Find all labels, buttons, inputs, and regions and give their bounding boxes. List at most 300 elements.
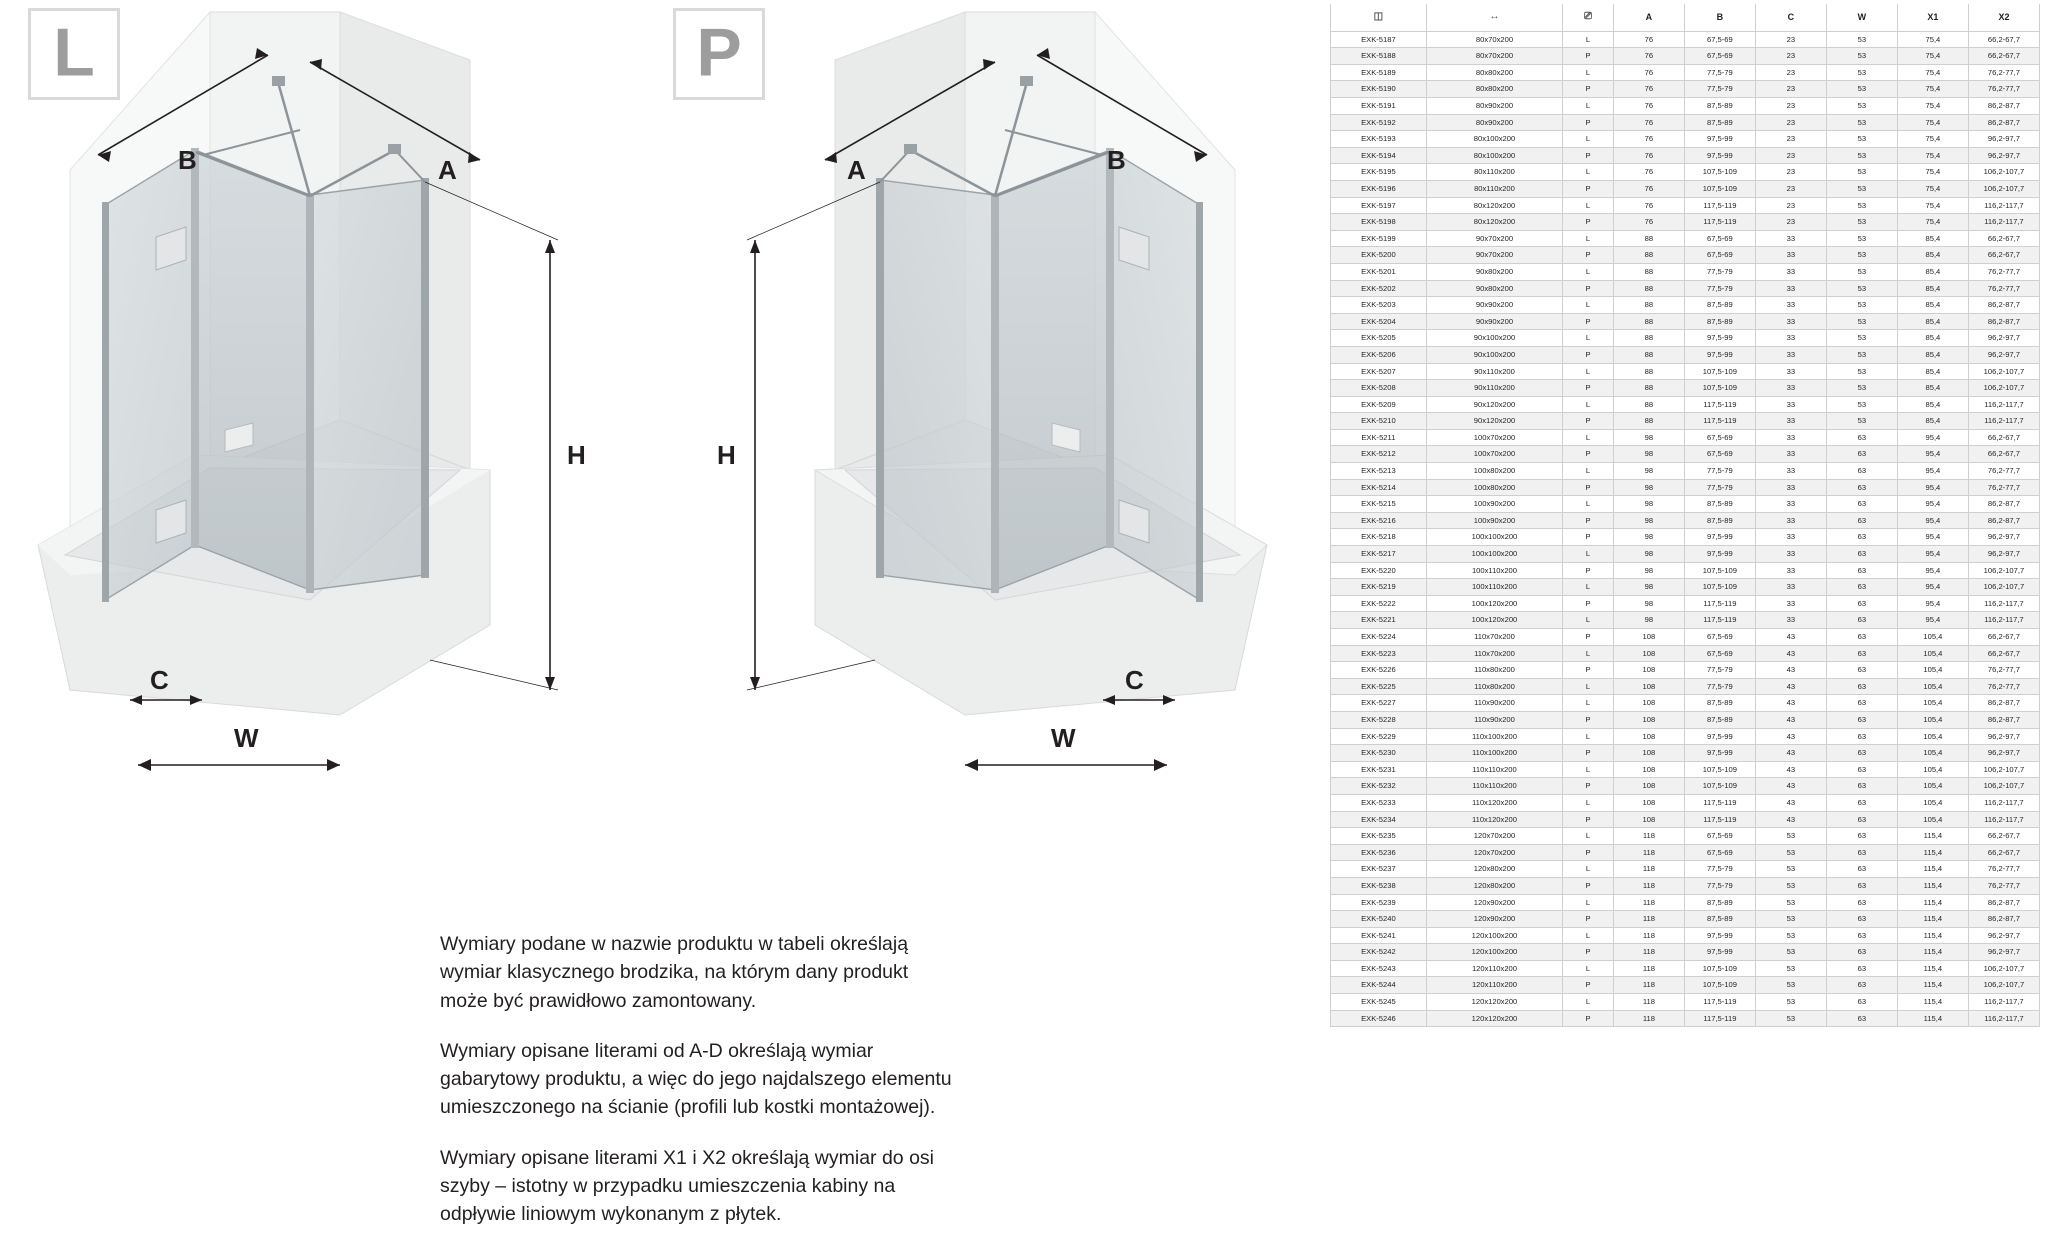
header-x1: X1 [1897,4,1968,31]
cell-hand: P [1563,180,1614,197]
cell-hand: L [1563,297,1614,314]
table-row[interactable] [1331,280,2040,297]
cell-x1: 85,4 [1897,380,1968,397]
cell-a: 118 [1613,861,1684,878]
cell-hand: L [1563,330,1614,347]
cell-w: 63 [1826,1010,1897,1027]
spec-table-body [1331,31,2040,1027]
table-row[interactable] [1331,579,2040,596]
table-row[interactable] [1331,147,2040,164]
table-row[interactable] [1331,728,2040,745]
cell-hand: L [1563,645,1614,662]
variant-badge-l-label: L [53,14,95,91]
table-row[interactable] [1331,131,2040,148]
cell-x2: 76,2-77,7 [1968,861,2039,878]
cell-a: 108 [1613,811,1684,828]
cell-code: EXK-5243 [1331,960,1427,977]
cell-c: 33 [1755,263,1826,280]
cell-x1: 105,4 [1897,794,1968,811]
cell-a: 118 [1613,828,1684,845]
cell-c: 53 [1755,894,1826,911]
header-b: B [1684,4,1755,31]
cell-size: 110x110x200 [1426,761,1562,778]
cell-size: 120x100x200 [1426,944,1562,961]
cell-code: EXK-5190 [1331,81,1427,98]
cell-hand: P [1563,778,1614,795]
cell-a: 98 [1613,463,1684,480]
cell-x1: 85,4 [1897,280,1968,297]
table-row[interactable] [1331,977,2040,994]
table-row[interactable] [1331,894,2040,911]
cell-c: 33 [1755,479,1826,496]
cell-a: 88 [1613,280,1684,297]
table-row[interactable] [1331,695,2040,712]
cell-hand: P [1563,247,1614,264]
cell-code: EXK-5199 [1331,230,1427,247]
cell-b: 107,5-109 [1684,562,1755,579]
cell-c: 53 [1755,960,1826,977]
cell-code: EXK-5231 [1331,761,1427,778]
cell-b: 117,5-119 [1684,396,1755,413]
cell-b: 117,5-119 [1684,1010,1755,1027]
table-row[interactable] [1331,48,2040,65]
cell-a: 118 [1613,894,1684,911]
note-3: Wymiary opisane literami X1 i X2 określają wymiar do osi szyby – istotny w przypadku umieszczenia kabiny na odpływie liniowym wykonanym z płytek. [440,1146,934,1226]
cell-c: 43 [1755,695,1826,712]
cell-c: 33 [1755,546,1826,563]
cell-x1: 75,4 [1897,214,1968,231]
cell-w: 53 [1826,313,1897,330]
cell-x2: 76,2-77,7 [1968,263,2039,280]
cell-a: 108 [1613,778,1684,795]
table-row[interactable] [1331,479,2040,496]
cell-b: 107,5-109 [1684,579,1755,596]
cell-size: 80x80x200 [1426,64,1562,81]
cell-x2: 86,2-87,7 [1968,711,2039,728]
cell-b: 107,5-109 [1684,761,1755,778]
cell-a: 76 [1613,197,1684,214]
cell-hand: L [1563,131,1614,148]
cell-w: 53 [1826,247,1897,264]
table-row[interactable] [1331,446,2040,463]
cell-code: EXK-5201 [1331,263,1427,280]
cell-x1: 95,4 [1897,579,1968,596]
table-row[interactable] [1331,1010,2040,1027]
cell-code: EXK-5246 [1331,1010,1427,1027]
header-a: A [1613,4,1684,31]
cell-w: 63 [1826,429,1897,446]
cell-code: EXK-5212 [1331,446,1427,463]
cell-x2: 106,2-107,7 [1968,380,2039,397]
cell-w: 63 [1826,994,1897,1011]
table-row[interactable] [1331,363,2040,380]
cell-hand: L [1563,794,1614,811]
cell-w: 63 [1826,794,1897,811]
cell-hand: L [1563,396,1614,413]
cell-hand: L [1563,546,1614,563]
cell-hand: P [1563,1010,1614,1027]
cell-w: 53 [1826,297,1897,314]
cell-b: 67,5-69 [1684,629,1755,646]
cell-code: EXK-5204 [1331,313,1427,330]
cell-x2: 106,2-107,7 [1968,562,2039,579]
table-row[interactable] [1331,180,2040,197]
cell-code: EXK-5217 [1331,546,1427,563]
cell-c: 33 [1755,429,1826,446]
cell-a: 88 [1613,313,1684,330]
cell-x2: 86,2-87,7 [1968,512,2039,529]
cell-x2: 96,2-97,7 [1968,529,2039,546]
notes-block [440,930,960,1250]
cell-code: EXK-5198 [1331,214,1427,231]
cell-code: EXK-5187 [1331,31,1427,48]
cell-b: 117,5-119 [1684,197,1755,214]
cell-w: 53 [1826,164,1897,181]
cell-x1: 85,4 [1897,247,1968,264]
cell-hand: L [1563,678,1614,695]
table-row[interactable] [1331,463,2040,480]
cell-w: 63 [1826,529,1897,546]
table-row[interactable] [1331,745,2040,762]
table-row[interactable] [1331,927,2040,944]
cell-w: 63 [1826,645,1897,662]
table-row[interactable] [1331,380,2040,397]
table-row[interactable] [1331,711,2040,728]
cell-c: 43 [1755,778,1826,795]
cell-hand: L [1563,828,1614,845]
cell-b: 67,5-69 [1684,31,1755,48]
cell-size: 90x80x200 [1426,263,1562,280]
cell-c: 33 [1755,280,1826,297]
cell-w: 53 [1826,214,1897,231]
cell-x2: 96,2-97,7 [1968,546,2039,563]
cell-x1: 85,4 [1897,396,1968,413]
cell-b: 87,5-89 [1684,512,1755,529]
cell-x2: 66,2-67,7 [1968,629,2039,646]
cell-code: EXK-5209 [1331,396,1427,413]
table-row[interactable] [1331,778,2040,795]
cell-code: EXK-5205 [1331,330,1427,347]
cell-x2: 96,2-97,7 [1968,330,2039,347]
header-code-icon [1331,4,1427,31]
table-row[interactable] [1331,960,2040,977]
cell-b: 117,5-119 [1684,612,1755,629]
cell-x1: 115,4 [1897,861,1968,878]
dim-label-a-left: A [438,155,457,185]
cell-w: 63 [1826,662,1897,679]
cell-c: 33 [1755,463,1826,480]
cell-hand: P [1563,529,1614,546]
cell-hand: L [1563,363,1614,380]
table-row[interactable] [1331,330,2040,347]
cell-size: 80x110x200 [1426,180,1562,197]
table-row[interactable] [1331,31,2040,48]
cell-x1: 75,4 [1897,180,1968,197]
table-row[interactable] [1331,64,2040,81]
cell-w: 63 [1826,463,1897,480]
cell-code: EXK-5229 [1331,728,1427,745]
cell-b: 77,5-79 [1684,280,1755,297]
table-row[interactable] [1331,396,2040,413]
cell-a: 88 [1613,230,1684,247]
cell-c: 23 [1755,48,1826,65]
cell-c: 43 [1755,678,1826,695]
cell-a: 88 [1613,363,1684,380]
cell-hand: L [1563,761,1614,778]
cell-x1: 105,4 [1897,645,1968,662]
cell-a: 76 [1613,180,1684,197]
cell-x2: 66,2-67,7 [1968,429,2039,446]
cell-size: 110x120x200 [1426,811,1562,828]
table-row[interactable] [1331,496,2040,513]
cell-hand: P [1563,280,1614,297]
cell-a: 88 [1613,346,1684,363]
table-row[interactable] [1331,214,2040,231]
table-row[interactable] [1331,297,2040,314]
table-row[interactable] [1331,678,2040,695]
cell-size: 110x110x200 [1426,778,1562,795]
table-row[interactable] [1331,98,2040,115]
table-row[interactable] [1331,313,2040,330]
cell-c: 33 [1755,313,1826,330]
cell-size: 80x110x200 [1426,164,1562,181]
cell-b: 67,5-69 [1684,844,1755,861]
cell-x1: 95,4 [1897,496,1968,513]
cell-x2: 106,2-107,7 [1968,579,2039,596]
cell-x2: 106,2-107,7 [1968,363,2039,380]
table-row[interactable] [1331,994,2040,1011]
cell-x1: 105,4 [1897,761,1968,778]
table-row[interactable] [1331,429,2040,446]
cell-a: 76 [1613,131,1684,148]
cell-size: 120x120x200 [1426,994,1562,1011]
cell-a: 98 [1613,446,1684,463]
cell-c: 43 [1755,745,1826,762]
cell-w: 63 [1826,877,1897,894]
cell-w: 53 [1826,346,1897,363]
cell-code: EXK-5235 [1331,828,1427,845]
table-row[interactable] [1331,794,2040,811]
cell-size: 100x90x200 [1426,512,1562,529]
cell-size: 100x80x200 [1426,479,1562,496]
cell-x2: 116,2-117,7 [1968,197,2039,214]
cell-x1: 75,4 [1897,81,1968,98]
cell-x1: 95,4 [1897,429,1968,446]
cell-c: 23 [1755,147,1826,164]
cell-size: 90x120x200 [1426,413,1562,430]
cell-a: 98 [1613,562,1684,579]
cell-x1: 105,4 [1897,629,1968,646]
cell-size: 100x100x200 [1426,546,1562,563]
cell-w: 63 [1826,761,1897,778]
table-row[interactable] [1331,413,2040,430]
cell-x2: 96,2-97,7 [1968,131,2039,148]
cell-b: 97,5-99 [1684,745,1755,762]
cell-size: 120x90x200 [1426,894,1562,911]
cell-a: 98 [1613,595,1684,612]
cell-code: EXK-5211 [1331,429,1427,446]
table-row[interactable] [1331,844,2040,861]
cell-b: 87,5-89 [1684,313,1755,330]
cell-size: 100x110x200 [1426,579,1562,596]
note-1: Wymiary podane w nazwie produktu w tabeli określają wymiar klasycznego brodzika, na którym dany produkt może być prawidłowo zamontowany. [440,933,909,1012]
cell-x1: 95,4 [1897,546,1968,563]
cell-x1: 115,4 [1897,994,1968,1011]
cell-x1: 95,4 [1897,479,1968,496]
cell-a: 76 [1613,31,1684,48]
cell-b: 77,5-79 [1684,463,1755,480]
cell-x2: 106,2-107,7 [1968,180,2039,197]
cell-b: 87,5-89 [1684,114,1755,131]
cell-size: 110x90x200 [1426,711,1562,728]
cell-b: 67,5-69 [1684,247,1755,264]
cell-x2: 116,2-117,7 [1968,1010,2039,1027]
table-row[interactable] [1331,230,2040,247]
table-row[interactable] [1331,828,2040,845]
table-row[interactable] [1331,629,2040,646]
cell-b: 87,5-89 [1684,711,1755,728]
cell-a: 108 [1613,761,1684,778]
cell-w: 63 [1826,778,1897,795]
table-row[interactable] [1331,263,2040,280]
cell-w: 63 [1826,546,1897,563]
cell-w: 53 [1826,81,1897,98]
cell-x2: 116,2-117,7 [1968,994,2039,1011]
table-row[interactable] [1331,546,2040,563]
cell-x1: 85,4 [1897,263,1968,280]
cell-c: 33 [1755,446,1826,463]
cell-w: 53 [1826,396,1897,413]
cell-a: 76 [1613,147,1684,164]
cell-hand: L [1563,263,1614,280]
cell-x1: 115,4 [1897,977,1968,994]
cell-b: 117,5-119 [1684,595,1755,612]
cell-code: EXK-5239 [1331,894,1427,911]
cell-b: 67,5-69 [1684,230,1755,247]
cell-x1: 95,4 [1897,463,1968,480]
cell-b: 97,5-99 [1684,131,1755,148]
table-row[interactable] [1331,346,2040,363]
cell-hand: P [1563,629,1614,646]
cell-w: 63 [1826,977,1897,994]
cell-c: 53 [1755,861,1826,878]
table-row[interactable] [1331,529,2040,546]
cell-x2: 116,2-117,7 [1968,396,2039,413]
table-row[interactable] [1331,811,2040,828]
cell-x1: 105,4 [1897,778,1968,795]
cell-size: 120x110x200 [1426,960,1562,977]
cell-c: 33 [1755,330,1826,347]
cell-hand: P [1563,48,1614,65]
cell-w: 63 [1826,844,1897,861]
cell-a: 88 [1613,263,1684,280]
cell-b: 87,5-89 [1684,98,1755,115]
cell-x2: 76,2-77,7 [1968,81,2039,98]
cell-hand: L [1563,728,1614,745]
table-row[interactable] [1331,512,2040,529]
cell-b: 77,5-79 [1684,64,1755,81]
cell-b: 87,5-89 [1684,911,1755,928]
table-row[interactable] [1331,81,2040,98]
cell-x2: 86,2-87,7 [1968,894,2039,911]
cell-c: 33 [1755,496,1826,513]
cell-code: EXK-5192 [1331,114,1427,131]
table-row[interactable] [1331,645,2040,662]
table-row[interactable] [1331,662,2040,679]
cell-x2: 76,2-77,7 [1968,64,2039,81]
cell-size: 80x120x200 [1426,214,1562,231]
cell-c: 43 [1755,794,1826,811]
cell-code: EXK-5237 [1331,861,1427,878]
cell-size: 120x70x200 [1426,828,1562,845]
cell-x1: 95,4 [1897,595,1968,612]
cell-b: 87,5-89 [1684,496,1755,513]
cell-code: EXK-5234 [1331,811,1427,828]
cell-hand: P [1563,595,1614,612]
cell-a: 76 [1613,64,1684,81]
cell-code: EXK-5202 [1331,280,1427,297]
header-x2: X2 [1968,4,2039,31]
cell-code: EXK-5203 [1331,297,1427,314]
spec-table [1330,4,2040,1027]
table-row[interactable] [1331,761,2040,778]
box-icon: ◫ [1373,11,1384,22]
cell-b: 117,5-119 [1684,413,1755,430]
cell-a: 76 [1613,214,1684,231]
table-row[interactable] [1331,612,2040,629]
table-row[interactable] [1331,164,2040,181]
cell-hand: P [1563,745,1614,762]
cell-a: 108 [1613,728,1684,745]
cell-size: 90x80x200 [1426,280,1562,297]
cell-w: 63 [1826,595,1897,612]
cell-w: 53 [1826,380,1897,397]
cell-x1: 115,4 [1897,927,1968,944]
cell-c: 43 [1755,811,1826,828]
cell-size: 90x100x200 [1426,346,1562,363]
cell-b: 87,5-89 [1684,695,1755,712]
cell-a: 108 [1613,678,1684,695]
cell-hand: P [1563,114,1614,131]
table-row[interactable] [1331,911,2040,928]
cell-x2: 116,2-117,7 [1968,413,2039,430]
cell-x1: 75,4 [1897,131,1968,148]
cell-w: 63 [1826,695,1897,712]
cell-a: 88 [1613,297,1684,314]
cell-size: 80x90x200 [1426,98,1562,115]
table-row[interactable] [1331,197,2040,214]
table-row[interactable] [1331,562,2040,579]
table-row[interactable] [1331,877,2040,894]
width-arrow-icon: ↔ [1489,11,1500,22]
table-row[interactable] [1331,861,2040,878]
cell-size: 110x80x200 [1426,678,1562,695]
cell-a: 118 [1613,1010,1684,1027]
table-row[interactable] [1331,944,2040,961]
table-row[interactable] [1331,114,2040,131]
cell-c: 33 [1755,363,1826,380]
cell-x1: 115,4 [1897,828,1968,845]
cell-size: 80x70x200 [1426,48,1562,65]
dim-label-b-right: B [1107,145,1126,175]
cell-hand: L [1563,31,1614,48]
table-row[interactable] [1331,595,2040,612]
cell-hand: L [1563,861,1614,878]
cell-code: EXK-5214 [1331,479,1427,496]
cell-size: 90x70x200 [1426,247,1562,264]
cell-c: 33 [1755,595,1826,612]
table-row[interactable] [1331,247,2040,264]
